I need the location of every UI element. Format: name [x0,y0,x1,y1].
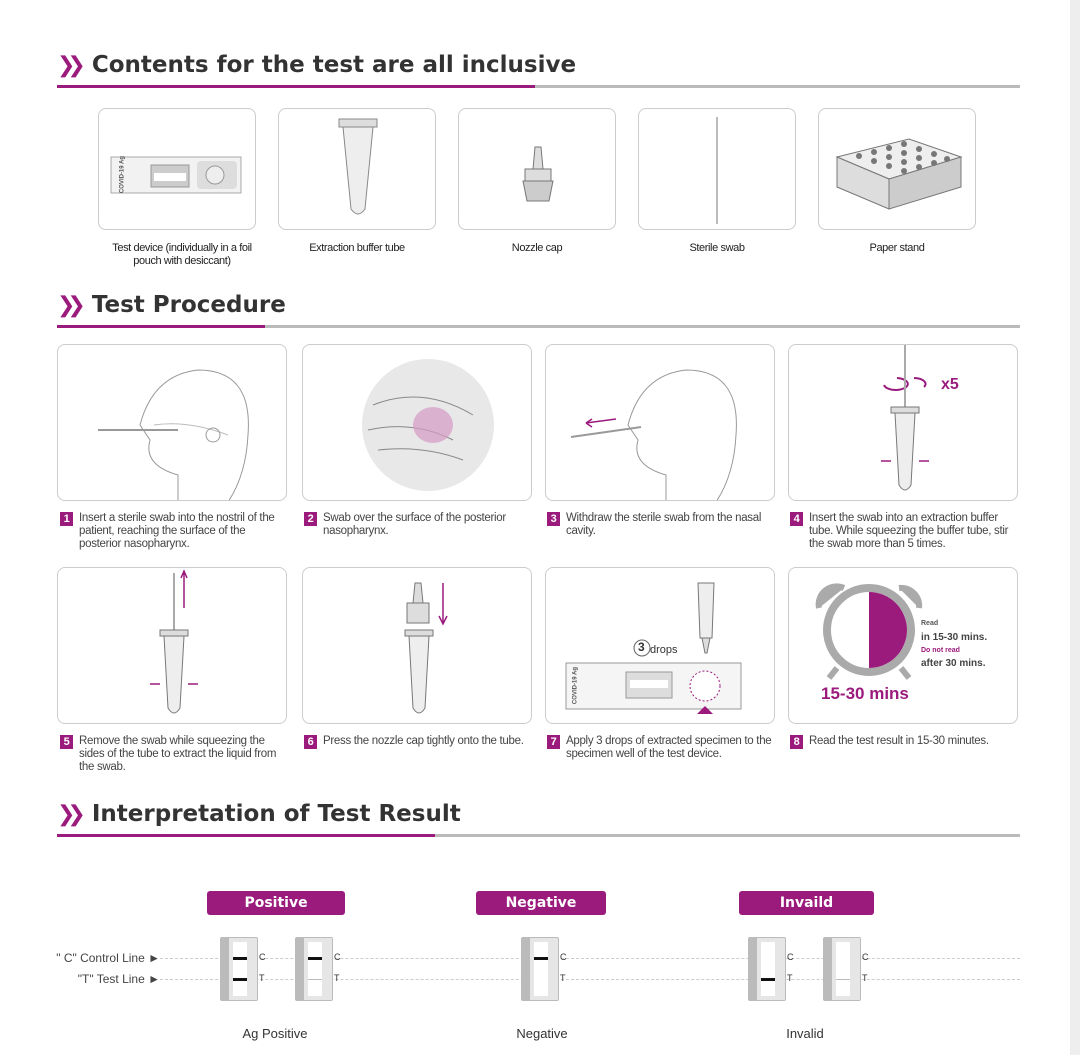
result-caption-invalid: Invalid [786,1026,824,1041]
tube-stir-icon [789,345,1018,501]
paper-stand-icon [819,109,976,230]
test-line-label: "T" Test Line ► [10,972,160,986]
c-mark: C [787,952,794,962]
head-withdraw-icon [546,345,775,501]
kit-label: Extraction buffer tube [309,242,405,254]
step-text: Press the nozzle cap tightly onto the tube. [323,735,524,747]
kit-label: Nozzle cap [511,242,563,254]
drops-number: 3 [638,640,645,654]
badge-positive: Positive [207,891,345,915]
step-number: 5 [60,735,73,749]
step-number: 8 [790,735,803,749]
badge-invalid: Invaild [739,891,874,915]
device-invalid-1 [748,937,794,1001]
t-mark: T [787,973,793,983]
timer-after: after 30 mins. [921,658,986,669]
step-text: Remove the swab while squeezing the sides of the tube to extract the liquid from the swab. [79,735,277,773]
heading-text: Interpretation of Test Result [91,801,461,827]
section-rule [57,85,1020,88]
step-text: Insert the swab into an extraction buffer tube. While squeezing the buffer tube, stir the swab more than 5 times. [809,512,1009,550]
control-line-label: " C" Control Line ► [10,951,160,965]
step-5 [60,735,290,774]
step-text: Swab over the surface of the posterior nasopharynx. [323,512,506,537]
tube-squeeze-icon [58,568,287,724]
kit-item-test-device [98,108,256,230]
timer-big: 15-30 mins [821,684,909,703]
section-rule [57,834,1020,837]
control-line-guide [160,958,1020,959]
step-6-illustration [302,567,532,724]
sterile-swab-icon [639,109,796,230]
section-heading-procedure [57,292,286,318]
step-6 [304,735,534,749]
step-1-illustration [57,344,287,501]
t-mark: T [862,973,868,983]
step-text: Read the test result in 15-30 minutes. [809,735,989,747]
step-number: 7 [547,735,560,749]
stir-count: x5 [941,376,959,393]
step-number: 2 [304,512,317,526]
device-invalid-2 [823,937,869,1001]
step-7 [547,735,777,761]
heading-text: Test Procedure [91,292,286,318]
kit-item-nozzle-cap [458,108,616,230]
step-text: Apply 3 drops of extracted specimen to the specimen well of the test device. [566,735,772,760]
t-mark: T [259,973,265,983]
step-4-illustration [788,344,1018,501]
result-caption-negative: Negative [516,1026,568,1041]
kit-item-sterile-swab [638,108,796,230]
double-chevron-icon: ❯❯ [57,52,78,78]
timer-read: Read [921,620,939,627]
kit-label: Test device (individually in a foil pouch with desiccant) [112,242,252,267]
step-2-illustration [302,344,532,501]
step-number: 6 [304,735,317,749]
step-3-illustration [545,344,775,501]
t-mark: T [560,973,566,983]
step-text: Insert a sterile swab into the nostril of the patient, reaching the surface of the posterior nasopharynx. [79,512,275,550]
kit-item-buffer-tube [278,108,436,230]
heading-text: Contents for the test are all inclusive [91,52,577,78]
timer-read-time: in 15-30 mins. [921,632,988,643]
c-mark: C [259,952,266,962]
head-swab-icon [58,345,287,501]
step-1 [60,512,290,551]
double-chevron-icon: ❯❯ [57,292,78,318]
drops-label: drops [650,644,678,656]
step-3 [547,512,777,538]
device-negative [521,937,567,1001]
step-8-illustration [788,567,1018,724]
c-mark: C [560,952,567,962]
section-heading-contents [57,52,576,78]
step-text: Withdraw the sterile swab from the nasal cavity. [566,512,762,537]
test-line-guide [160,979,1020,980]
step-number: 4 [790,512,803,526]
step-4 [790,512,1020,551]
step-7-illustration [545,567,775,724]
c-mark: C [334,952,341,962]
double-chevron-icon: ❯❯ [57,801,78,827]
device-positive-2 [295,937,341,1001]
kit-label: Paper stand [869,242,925,254]
nasal-cavity-icon [303,345,532,501]
step-5-illustration [57,567,287,724]
nozzle-cap-icon [459,109,616,230]
kit-label: Sterile swab [689,242,745,254]
t-mark: T [334,973,340,983]
badge-negative: Negative [476,891,606,915]
step-8 [790,735,1020,749]
kit-item-paper-stand [818,108,976,230]
step-2 [304,512,534,538]
step-number: 3 [547,512,560,526]
step-number: 1 [60,512,73,526]
result-caption-positive: Ag Positive [242,1026,308,1041]
timer-do-not: Do not read [921,647,960,654]
buffer-tube-icon [279,109,436,230]
device-positive-1 [220,937,266,1001]
c-mark: C [862,952,869,962]
section-heading-interpretation [57,801,461,827]
nozzle-press-icon [303,568,532,724]
device-brand-text: COVID-19 Ag [572,666,579,705]
section-rule [57,325,1020,328]
device-brand-text: COVID-19 Ag [119,155,126,194]
